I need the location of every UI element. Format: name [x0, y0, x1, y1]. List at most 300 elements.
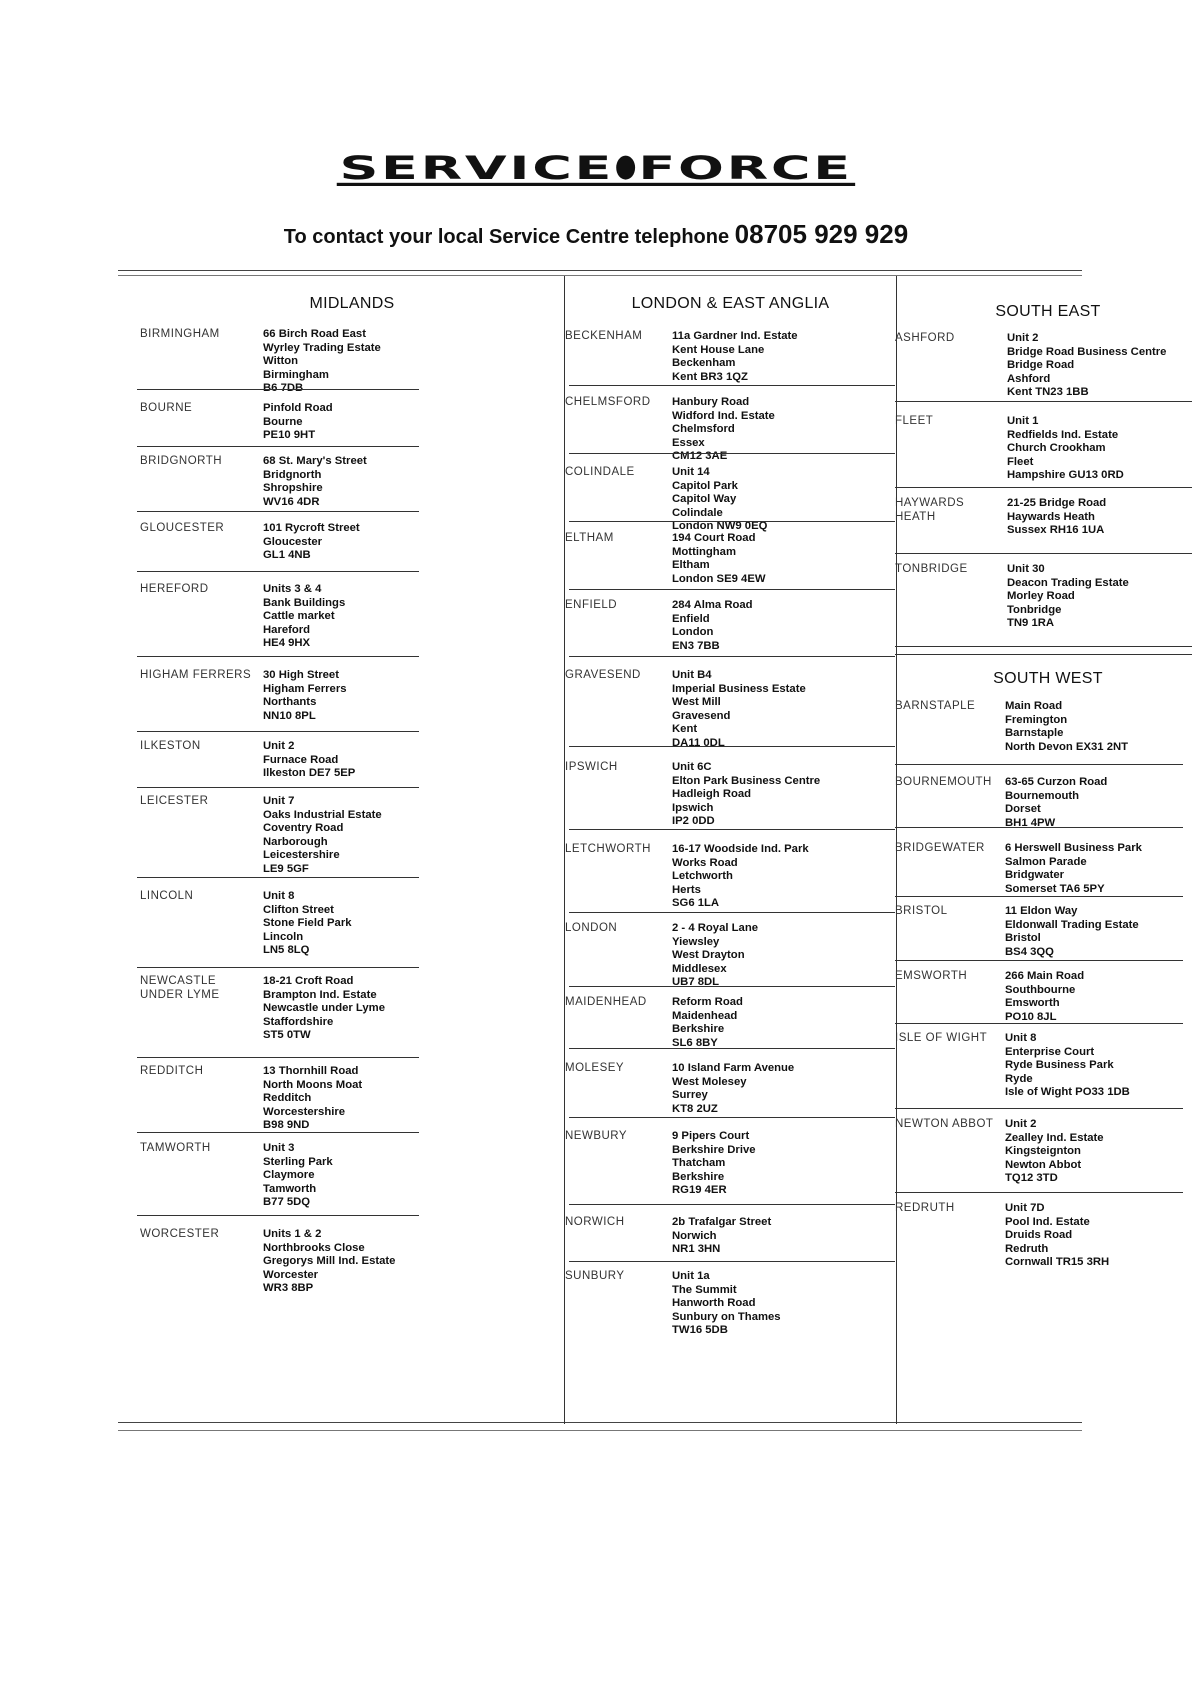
address-line: Deacon Trading Estate [1007, 576, 1129, 589]
address-line: Units 1 & 2 [263, 1228, 322, 1240]
address-line: Bridgwater [1005, 869, 1065, 882]
row-divider [895, 654, 1192, 655]
address-block [1005, 776, 1107, 830]
address-line: Enfield [672, 612, 710, 625]
row-divider [137, 656, 419, 657]
town-name: TAMWORTH [140, 1142, 211, 1154]
contact-line [0, 219, 1192, 250]
address-line: Somerset TA6 5PY [1005, 882, 1105, 895]
address-line: Berkshire [672, 1023, 725, 1036]
address-line: Bank Buildings [263, 596, 346, 609]
town-name: LINCOLN [140, 890, 194, 902]
address-line: West Drayton [672, 949, 745, 962]
address-line: Morley Road [1007, 590, 1075, 603]
address-block [263, 1228, 395, 1296]
address-line: 11a Gardner Ind. Estate [672, 330, 798, 342]
town-name: ELTHAM [565, 532, 614, 544]
service-centre-table [118, 270, 1167, 1420]
address-block [1005, 1202, 1109, 1270]
address-line: Higham Ferrers [263, 682, 347, 695]
address-line: GL1 4NB [263, 549, 311, 562]
address-block [263, 890, 352, 958]
address-line: Pinfold Road [263, 402, 333, 414]
row-divider [895, 646, 1192, 647]
town-name: TONBRIDGE [895, 563, 968, 575]
address-line: Church Crookham [1007, 442, 1106, 455]
address-block [263, 1065, 362, 1133]
address-line: Witton [263, 355, 299, 368]
address-block [263, 583, 345, 651]
row-divider [895, 896, 1183, 897]
address-line: PE10 9HT [263, 429, 316, 442]
address-line: Eldonwall Trading Estate [1005, 918, 1139, 931]
address-line: UB7 8DL [672, 976, 720, 989]
service-force-logo [0, 150, 1192, 190]
logo-text-left: SERVICE [339, 150, 614, 187]
town-name: BRIDGEWATER [895, 842, 985, 854]
address-line: Northbrooks Close [263, 1241, 365, 1254]
address-line: Unit 8 [1005, 1032, 1037, 1044]
address-line: Tamworth [263, 1182, 317, 1195]
address-line: PO10 8JL [1005, 1010, 1057, 1023]
address-block [672, 1216, 771, 1257]
address-line: 13 Thornhill Road [263, 1065, 359, 1077]
town-name: BRIDGNORTH [140, 455, 223, 467]
address-line: Newcastle under Lyme [263, 1002, 386, 1015]
address-line: 2 - 4 Royal Lane [672, 922, 759, 934]
address-block [1005, 1032, 1130, 1100]
address-line: London NW9 0EQ [672, 520, 768, 533]
row-divider [137, 1132, 419, 1133]
address-line: Tonbridge [1007, 603, 1062, 616]
address-line: SL6 8BY [672, 1036, 718, 1049]
row-divider [569, 1204, 895, 1205]
address-line: North Devon EX31 2NT [1005, 740, 1129, 753]
town-name: LEICESTER [140, 795, 209, 807]
address-line: Letchworth [672, 870, 733, 883]
row-divider [137, 877, 419, 878]
town-name: MAIDENHEAD [565, 996, 647, 1008]
row-divider [137, 1215, 419, 1216]
town-name: BIRMINGHAM [140, 328, 220, 340]
row-divider [137, 787, 419, 788]
address-line: Salmon Parade [1005, 855, 1087, 868]
address-line: Stone Field Park [263, 917, 352, 930]
address-line: 30 High Street [263, 669, 339, 681]
logo-mark-icon [617, 156, 636, 180]
address-block [672, 1270, 781, 1338]
address-line: Newton Abbot [1005, 1158, 1082, 1171]
address-line: Kent House Lane [672, 343, 765, 356]
address-line: Unit 7D [1005, 1202, 1045, 1214]
row-divider [137, 511, 419, 512]
address-line: North Moons Moat [263, 1078, 363, 1091]
town-name: SUNBURY [565, 1270, 625, 1282]
address-block [1007, 497, 1106, 538]
address-line: Gravesend [672, 709, 731, 722]
town-name: MOLESEY [565, 1062, 625, 1074]
address-line: Sussex RH16 1UA [1007, 524, 1105, 537]
address-line: Elton Park Business Centre [672, 774, 821, 787]
address-line: Bournemouth [1005, 789, 1080, 802]
london-title: LONDON & EAST ANGLIA [631, 295, 830, 312]
address-block [263, 522, 360, 563]
address-line: B98 9ND [263, 1119, 310, 1132]
address-line: Norwich [672, 1229, 717, 1242]
address-line: Northants [263, 696, 317, 709]
town-name: NEWBURY [565, 1130, 628, 1142]
town-name: IPSWICH [565, 761, 618, 773]
address-line: 10 Island Farm Avenue [672, 1062, 795, 1074]
address-line: Enterprise Court [1005, 1045, 1095, 1058]
london-column [564, 276, 897, 1424]
address-line: The Summit [672, 1283, 737, 1296]
address-line: Sterling Park [263, 1155, 333, 1168]
address-line: DA11 0DL [672, 736, 725, 749]
address-block [672, 1130, 756, 1198]
town-name: FLEET [895, 415, 934, 427]
row-divider [569, 385, 895, 386]
address-line: IP2 0DD [672, 815, 715, 828]
address-line: 101 Rycroft Street [263, 522, 360, 534]
address-line: Middlesex [672, 962, 727, 975]
row-divider [569, 829, 895, 830]
town-name: BOURNEMOUTH [895, 776, 992, 788]
address-line: London SE9 4EW [672, 572, 766, 585]
town-name: NORWICH [565, 1216, 625, 1228]
address-line: Capitol Park [672, 479, 738, 492]
address-line: BS4 3QQ [1005, 945, 1054, 958]
address-line: Bridgnorth [263, 468, 322, 481]
town-name: ISLE OF WIGHT [895, 1032, 988, 1044]
address-line: Chelmsford [672, 423, 735, 436]
town-name: BARNSTAPLE [895, 700, 976, 712]
address-line: Zealley Ind. Estate [1005, 1131, 1104, 1144]
address-line: Unit 30 [1007, 563, 1045, 575]
address-line: Unit 1 [1007, 415, 1039, 427]
address-line: KT8 2UZ [672, 1102, 718, 1115]
address-line: Kent TN23 1BB [1007, 386, 1089, 399]
town-name: ENFIELD [565, 599, 618, 611]
row-divider [895, 1192, 1183, 1193]
town-name: HEREFORD [140, 583, 209, 595]
address-line: Bourne [263, 415, 303, 428]
town-name: COLINDALE [565, 466, 635, 478]
address-line: Sunbury on Thames [672, 1310, 781, 1323]
town-name: BRISTOL [895, 905, 948, 917]
address-line: Redditch [263, 1092, 312, 1105]
address-line: Hadleigh Road [672, 788, 752, 801]
row-divider [895, 487, 1192, 488]
address-line: 21-25 Bridge Road [1007, 497, 1107, 509]
address-line: Hareford [263, 623, 311, 636]
address-line: Fleet [1007, 455, 1034, 468]
address-line: Unit 2 [1007, 332, 1039, 344]
address-line: Isle of Wight PO33 1DB [1005, 1086, 1130, 1099]
address-block [672, 466, 767, 534]
address-block [263, 402, 333, 443]
address-block [263, 328, 381, 396]
address-line: 194 Court Road [672, 532, 756, 544]
address-line: BH1 4PW [1005, 816, 1056, 829]
address-line: 66 Birch Road East [263, 328, 366, 340]
address-line: Hanworth Road [672, 1297, 756, 1310]
address-block [1005, 905, 1139, 959]
address-line: TW16 5DB [672, 1324, 728, 1337]
address-line: Clifton Street [263, 903, 334, 916]
address-line: Unit 8 [263, 890, 295, 902]
town-name: CHELMSFORD [565, 396, 651, 408]
address-line: Unit 3 [263, 1142, 295, 1154]
address-block [263, 740, 355, 781]
address-line: Unit 14 [672, 466, 710, 478]
row-divider [137, 389, 419, 390]
town-name: HAYWARDS HEATH [895, 497, 965, 523]
address-line: 6 Herswell Business Park [1005, 842, 1142, 854]
address-block [1005, 700, 1128, 754]
row-divider [895, 1023, 1183, 1024]
address-line: B77 5DQ [263, 1196, 311, 1209]
town-name: REDRUTH [895, 1202, 955, 1214]
address-line: Capitol Way [672, 493, 737, 506]
address-line: Gloucester [263, 535, 323, 548]
address-line: Ryde Business Park [1005, 1059, 1114, 1072]
town-name: LONDON [565, 922, 618, 934]
address-line: Unit 2 [263, 740, 295, 752]
address-line: Berkshire Drive [672, 1143, 756, 1156]
address-line: Kent BR3 1QZ [672, 370, 748, 383]
row-divider [895, 1108, 1183, 1109]
address-line: Widford Ind. Estate [672, 409, 775, 422]
address-line: 68 St. Mary's Street [263, 455, 367, 467]
address-line: Furnace Road [263, 753, 339, 766]
address-line: 266 Main Road [1005, 970, 1085, 982]
address-line: Unit 2 [1005, 1118, 1037, 1130]
address-line: 18-21 Croft Road [263, 975, 354, 987]
row-divider [569, 589, 895, 590]
address-line: Ryde [1005, 1072, 1033, 1085]
town-name: REDDITCH [140, 1065, 204, 1077]
address-line: Unit B4 [672, 669, 712, 681]
row-divider [569, 912, 895, 913]
address-line: Ilkeston DE7 5EP [263, 767, 356, 780]
address-line: Haywards Heath [1007, 510, 1095, 523]
row-divider [895, 827, 1183, 828]
address-line: EN3 7BB [672, 639, 720, 652]
address-block [263, 975, 385, 1043]
address-line: Essex [672, 436, 705, 449]
town-name: ILKESTON [140, 740, 201, 752]
address-line: Mottingham [672, 545, 737, 558]
address-line: 2b Trafalgar Street [672, 1216, 772, 1228]
address-line: Pool Ind. Estate [1005, 1215, 1090, 1228]
address-line: 11 Eldon Way [1005, 905, 1078, 917]
address-line: Main Road [1005, 700, 1063, 712]
row-divider [137, 967, 419, 968]
address-line: Staffordshire [263, 1015, 334, 1028]
row-divider [137, 446, 419, 447]
town-name: BOURNE [140, 402, 193, 414]
address-line: Berkshire [672, 1170, 725, 1183]
address-line: Unit 6C [672, 761, 712, 773]
town-name: HIGHAM FERRERS [140, 669, 252, 681]
address-block [1007, 415, 1124, 483]
address-line: NR1 3HN [672, 1243, 721, 1256]
address-line: Emsworth [1005, 997, 1060, 1010]
address-line: 9 Pipers Court [672, 1130, 750, 1142]
address-line: RG19 4ER [672, 1184, 727, 1197]
address-line: Yiewsley [672, 935, 720, 948]
row-divider [569, 521, 895, 522]
south-east-title: SOUTH EAST [995, 303, 1101, 320]
address-line: Eltham [672, 559, 710, 572]
address-line: Cattle market [263, 610, 335, 623]
address-block [263, 795, 382, 877]
address-line: Works Road [672, 856, 738, 869]
address-block [672, 761, 820, 829]
town-name: WORCESTER [140, 1228, 220, 1240]
address-line: B6 7DB [263, 382, 304, 395]
row-divider [569, 1048, 895, 1049]
address-line: Druids Road [1005, 1229, 1073, 1242]
address-line: Hanbury Road [672, 396, 750, 408]
address-line: Dorset [1005, 803, 1041, 816]
address-line: Birmingham [263, 368, 329, 381]
row-divider [569, 746, 895, 747]
address-line: Bridge Road [1007, 359, 1075, 372]
address-block [263, 669, 347, 723]
row-divider [137, 1057, 419, 1058]
logo-text-right: FORCE [638, 150, 853, 187]
address-line: Unit 1a [672, 1270, 710, 1282]
address-block [1007, 332, 1166, 400]
address-block [672, 1062, 794, 1116]
address-line: London [672, 626, 714, 639]
address-line: Shropshire [263, 482, 323, 495]
address-line: Bridge Road Business Centre [1007, 345, 1167, 358]
address-line: Barnstaple [1005, 727, 1064, 740]
address-line: Kent [672, 723, 698, 736]
address-line: Ashford [1007, 372, 1051, 385]
address-line: Oaks Industrial Estate [263, 808, 382, 821]
address-line: Maidenhead [672, 1009, 738, 1022]
address-block [672, 599, 753, 653]
address-line: 16-17 Woodside Ind. Park [672, 843, 809, 855]
address-block [672, 922, 758, 990]
address-line: Lincoln [263, 930, 304, 943]
address-line: Wyrley Trading Estate [263, 341, 381, 354]
address-line: Kingsteignton [1005, 1145, 1081, 1158]
address-line: Unit 7 [263, 795, 295, 807]
address-line: 63-65 Curzon Road [1005, 776, 1108, 788]
address-line: Thatcham [672, 1157, 726, 1170]
midlands-title: MIDLANDS [309, 295, 395, 312]
town-name: GRAVESEND [565, 669, 641, 681]
address-line: CM12 3AE [672, 450, 728, 463]
address-line: Leicestershire [263, 849, 340, 862]
row-divider [569, 986, 895, 987]
town-name: EMSWORTH [895, 970, 968, 982]
address-line: SG6 1LA [672, 897, 720, 910]
midlands-column [140, 270, 564, 1420]
address-line: WV16 4DR [263, 495, 320, 508]
address-line: Brampton Ind. Estate [263, 988, 377, 1001]
row-divider [569, 656, 895, 657]
address-line: HE4 9HX [263, 637, 311, 650]
town-name: ASHFORD [895, 332, 955, 344]
address-line: Cornwall TR15 3RH [1005, 1256, 1110, 1269]
address-line: TN9 1RA [1007, 617, 1055, 630]
address-block [672, 669, 806, 751]
address-line: WR3 8BP [263, 1282, 314, 1295]
address-line: Worcestershire [263, 1105, 346, 1118]
town-name: NEWTON ABBOT [895, 1118, 994, 1130]
row-divider [895, 553, 1192, 554]
address-block [672, 996, 743, 1050]
bottom-rule-2 [118, 1430, 1082, 1431]
row-divider [569, 1117, 895, 1118]
address-line: Herts [672, 883, 701, 896]
logo-wordmark [337, 150, 856, 187]
address-line: ST5 0TW [263, 1029, 311, 1042]
address-line: Hampshire GU13 0RD [1007, 469, 1124, 482]
address-block [263, 1142, 333, 1210]
contact-text: To contact your local Service Centre telephone [283, 226, 730, 248]
address-line: Beckenham [672, 357, 736, 370]
address-block [263, 455, 367, 509]
address-line: Southbourne [1005, 983, 1076, 996]
address-line: Reform Road [672, 996, 743, 1008]
address-line: Bristol [1005, 932, 1041, 945]
row-divider [895, 960, 1183, 961]
address-block [1005, 1118, 1104, 1186]
address-block [672, 532, 766, 586]
row-divider [137, 731, 419, 732]
address-line: LN5 8LQ [263, 944, 310, 957]
address-line: Claymore [263, 1169, 315, 1182]
address-block [1005, 970, 1084, 1024]
address-line: West Molesey [672, 1075, 747, 1088]
address-line: West Mill [672, 696, 721, 709]
row-divider [895, 401, 1192, 402]
row-divider [895, 764, 1183, 765]
address-line: Imperial Business Estate [672, 682, 806, 695]
address-line: Surrey [672, 1089, 708, 1102]
town-name: BECKENHAM [565, 330, 643, 342]
address-block [1005, 842, 1142, 896]
address-line: Ipswich [672, 801, 714, 814]
phone-number: 08705 929 929 [734, 219, 909, 249]
south-column [895, 270, 1192, 1420]
address-line: Worcester [263, 1268, 319, 1281]
row-divider [569, 1261, 895, 1262]
address-line: NN10 8PL [263, 709, 316, 722]
address-line: Units 3 & 4 [263, 583, 322, 595]
address-line: 284 Alma Road [672, 599, 753, 611]
row-divider [137, 571, 419, 572]
address-line: Colindale [672, 506, 723, 519]
address-block [672, 330, 798, 384]
address-line: Coventry Road [263, 822, 344, 835]
address-line: TQ12 3TD [1005, 1172, 1058, 1185]
address-line: Gregorys Mill Ind. Estate [263, 1255, 396, 1268]
address-line: LE9 5GF [263, 862, 309, 875]
town-name: GLOUCESTER [140, 522, 225, 534]
town-name: LETCHWORTH [565, 843, 651, 855]
address-line: Narborough [263, 835, 328, 848]
address-line: Fremington [1005, 713, 1068, 726]
row-divider [569, 453, 895, 454]
